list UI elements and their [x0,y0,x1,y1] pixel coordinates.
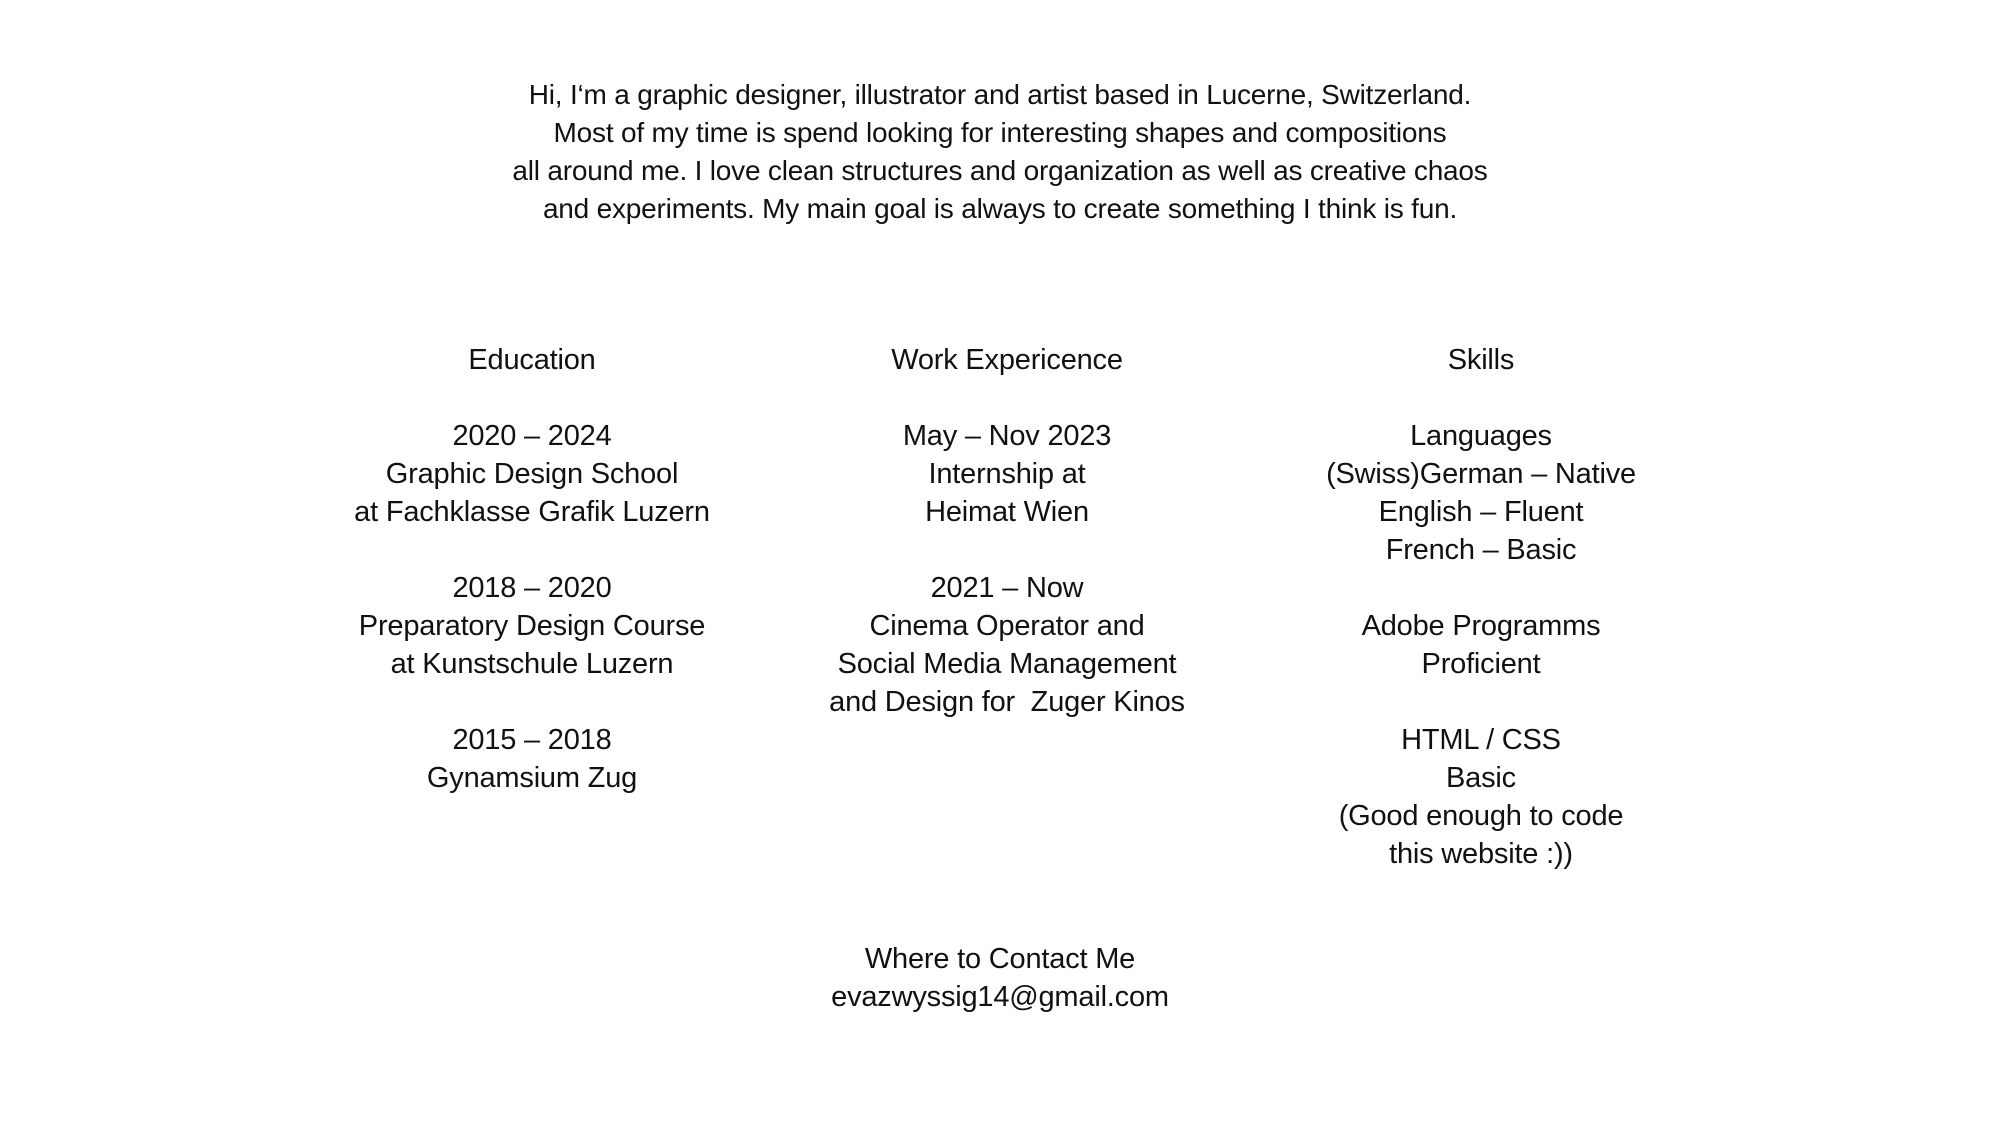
intro-line: Hi, I‘m a graphic designer, illustrator and artist based in Lucerne, Switzerland. [528,79,1472,110]
education-entry [272,569,792,683]
work-entry [747,417,1267,531]
education-line: Preparatory Design Course [358,610,706,642]
work-line: Cinema Operator and [869,610,1145,642]
skills-line: Basic [1446,762,1516,794]
education-heading: Education [468,344,596,376]
work-entry [747,569,1267,721]
education-line: 2020 – 2024 [452,420,612,452]
work-line: Social Media Management [837,648,1177,680]
work-column [747,341,1267,721]
work-line: May – Nov 2023 [902,420,1112,452]
skills-line: Languages [1410,420,1552,452]
work-heading: Work Expericence [891,344,1123,376]
education-line: Gynamsium Zug [426,762,638,794]
skills-line: Adobe Programms [1361,610,1601,642]
education-entry [272,417,792,531]
skills-line: (Good enough to code [1338,800,1624,832]
skills-entry [1221,721,1741,873]
education-line: at Kunstschule Luzern [390,648,674,680]
work-line: 2021 – Now [930,572,1084,604]
intro-line: all around me. I love clean structures and organization as well as creative chaos [512,155,1488,186]
skills-line: English – Fluent [1378,496,1584,528]
education-line: Graphic Design School [385,458,679,490]
intro-line: and experiments. My main goal is always to create something I think is fun. [542,193,1458,224]
skills-line: (Swiss)German – Native [1326,458,1636,490]
contact-email-link[interactable]: evazwyssig14@gmail.com [831,981,1169,1013]
education-entry [272,721,792,797]
skills-entry [1221,417,1741,569]
skills-line: French – Basic [1385,534,1577,566]
intro-line: Most of my time is spend looking for interesting shapes and compositions [553,117,1447,148]
skills-line: HTML / CSS [1401,724,1561,756]
education-line: 2015 – 2018 [452,724,612,756]
skills-column [1221,341,1741,873]
skills-line: this website :)) [1389,838,1573,870]
contact-section [0,940,2000,1016]
skills-line: Proficient [1421,648,1541,680]
contact-heading: Where to Contact Me [864,943,1136,975]
work-line: Heimat Wien [925,496,1089,528]
intro-text [0,76,2000,228]
skills-heading: Skills [1447,344,1515,376]
education-line: 2018 – 2020 [452,572,612,604]
work-line: Internship at [928,458,1086,490]
education-column [272,341,792,797]
education-line: at Fachklasse Grafik Luzern [354,496,710,528]
skills-entry [1221,607,1741,683]
work-line: and Design for Zuger Kinos [829,686,1185,718]
